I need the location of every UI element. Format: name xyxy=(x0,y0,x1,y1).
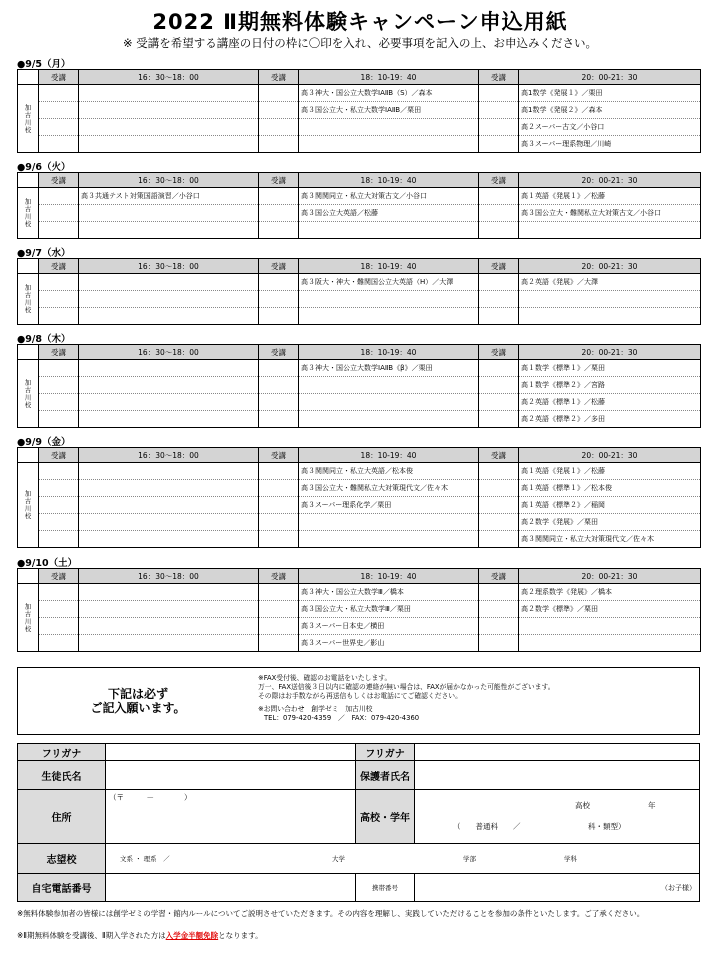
attend-checkbox-cell[interactable] xyxy=(259,635,299,652)
schedule-row xyxy=(18,635,701,652)
schedule-row xyxy=(18,291,701,308)
course-cell xyxy=(79,360,259,377)
course-cell xyxy=(79,274,259,291)
notice-box xyxy=(17,667,700,735)
course-cell xyxy=(79,308,259,325)
course-cell xyxy=(79,222,259,239)
attend-checkbox-cell[interactable] xyxy=(479,308,519,325)
attend-checkbox-cell[interactable] xyxy=(39,222,79,239)
course-cell xyxy=(79,102,259,119)
home-phone-label: 自宅電話番号 xyxy=(18,874,106,902)
day-heading: ●9/9（金） xyxy=(17,437,71,448)
course-text: （ 普通科 ／ 科・類型） xyxy=(453,822,626,831)
attend-checkbox-cell[interactable] xyxy=(479,102,519,119)
attend-checkbox-cell[interactable] xyxy=(259,291,299,308)
course-cell: 高1数学《発展２》／森本 xyxy=(519,102,701,119)
schedule-row xyxy=(18,394,701,411)
notice-details xyxy=(258,674,698,723)
mobile-field[interactable] xyxy=(415,874,700,902)
course-cell xyxy=(299,119,479,136)
schedule-table xyxy=(17,172,701,239)
course-cell xyxy=(79,480,259,497)
time-slot-3-header: 20：00-21：30 xyxy=(519,70,701,85)
course-cell xyxy=(299,222,479,239)
day-heading: ●9/5（月） xyxy=(17,59,71,70)
course-cell xyxy=(299,136,479,153)
course-cell xyxy=(79,119,259,136)
attend-checkbox-cell[interactable] xyxy=(479,377,519,394)
desired-school-label: 志望校 xyxy=(18,844,106,874)
notice-tel-fax: TEL：079-420-4359 ／ FAX：079-420-4360 xyxy=(264,714,420,722)
time-slot-3-header: 20：00-21：30 xyxy=(519,173,701,188)
course-cell xyxy=(79,377,259,394)
attend-checkbox-cell[interactable] xyxy=(479,514,519,531)
course-cell xyxy=(299,308,479,325)
schedule-row xyxy=(18,85,701,102)
course-cell: 高３スーパー世界史／影山 xyxy=(299,635,479,652)
attend-checkbox-cell[interactable] xyxy=(39,601,79,618)
desired-school-field[interactable] xyxy=(106,844,700,874)
course-cell xyxy=(299,291,479,308)
schedule-row xyxy=(18,308,701,325)
attend-checkbox-cell[interactable] xyxy=(39,102,79,119)
attend-header: 受講 xyxy=(39,70,79,85)
notice-line: その際はお手数ながら再送信もしくはお電話にてご確認ください。 xyxy=(258,692,462,700)
attend-checkbox-cell[interactable] xyxy=(479,136,519,153)
time-slot-2-header: 18：10-19：40 xyxy=(299,173,479,188)
attend-checkbox-cell[interactable] xyxy=(259,136,299,153)
attend-checkbox-cell[interactable] xyxy=(479,85,519,102)
discount-highlight: 入学金半額免除 xyxy=(165,931,219,940)
address-label: 住所 xyxy=(18,790,106,844)
attend-checkbox-cell[interactable] xyxy=(39,136,79,153)
schedule-row xyxy=(18,584,701,601)
course-cell: 高１数学《標準１》／栗田 xyxy=(519,360,701,377)
course-cell: 高３スーパー理系化学／栗田 xyxy=(299,497,479,514)
attend-header: 受講 xyxy=(259,70,299,85)
attend-header: 受講 xyxy=(39,569,79,584)
course-cell: 高２数学《標準》／栗田 xyxy=(519,601,701,618)
schedule-row xyxy=(18,222,701,239)
footer-note-2c: となります。 xyxy=(218,931,263,940)
attend-checkbox-cell[interactable] xyxy=(259,119,299,136)
time-slot-2-header: 18：10-19：40 xyxy=(299,448,479,463)
school-label: 加古川校 xyxy=(18,463,39,548)
attend-checkbox-cell[interactable] xyxy=(259,274,299,291)
attend-checkbox-cell[interactable] xyxy=(39,514,79,531)
guardian-furigana-field[interactable] xyxy=(415,744,700,761)
applicant-form xyxy=(17,743,700,902)
header-blank xyxy=(18,448,39,463)
koukou-text: 高校 xyxy=(575,801,590,810)
schedule-row xyxy=(18,531,701,548)
attend-checkbox-cell[interactable] xyxy=(259,85,299,102)
attend-checkbox-cell[interactable] xyxy=(39,635,79,652)
course-cell xyxy=(299,394,479,411)
course-cell: 高２スーパー古文／小谷口 xyxy=(519,119,701,136)
schedule-row xyxy=(18,360,701,377)
course-cell: 高１英語《標準１》／松本俊 xyxy=(519,480,701,497)
attend-header: 受講 xyxy=(259,345,299,360)
time-slot-2-header: 18：10-19：40 xyxy=(299,70,479,85)
schedule-table xyxy=(17,258,701,325)
course-cell: 高１英語《発展１》／松藤 xyxy=(519,463,701,480)
attend-header: 受講 xyxy=(479,173,519,188)
student-name-field[interactable] xyxy=(106,761,356,790)
time-slot-2-header: 18：10-19：40 xyxy=(299,569,479,584)
course-cell xyxy=(299,531,479,548)
schedule-row xyxy=(18,497,701,514)
attend-checkbox-cell[interactable] xyxy=(259,360,299,377)
course-cell xyxy=(79,463,259,480)
school-grade-field[interactable] xyxy=(415,790,700,844)
postal-code-field: （〒 － ） xyxy=(109,793,192,802)
notice-line: 万一、FAX送信後３日以内に確認の連絡が無い場合は、FAXが届かなかった可能性がございます。 xyxy=(258,683,555,691)
nen-text: 年 xyxy=(648,801,656,810)
attend-checkbox-cell[interactable] xyxy=(39,531,79,548)
attend-checkbox-cell[interactable] xyxy=(479,274,519,291)
attend-checkbox-cell[interactable] xyxy=(479,394,519,411)
course-cell: 高２英語《発展》／大澤 xyxy=(519,274,701,291)
attend-checkbox-cell[interactable] xyxy=(39,618,79,635)
notice-heading-line2: ご記入願います。 xyxy=(90,701,186,715)
attend-checkbox-cell[interactable] xyxy=(259,480,299,497)
attend-checkbox-cell[interactable] xyxy=(39,411,79,428)
school-label: 加古川校 xyxy=(18,584,39,652)
schedule-row xyxy=(18,411,701,428)
course-cell: 高２理系数学《発展》／橋本 xyxy=(519,584,701,601)
course-cell: 高３国公立大・難関私立大対策古文／小谷口 xyxy=(519,205,701,222)
time-slot-1-header: 16：30～18：00 xyxy=(79,448,259,463)
header-blank xyxy=(18,259,39,274)
header-blank xyxy=(18,173,39,188)
schedule-row xyxy=(18,377,701,394)
attend-checkbox-cell[interactable] xyxy=(39,85,79,102)
day-heading: ●9/10（土） xyxy=(17,558,78,569)
notice-contact: ※お問い合わせ 創学ゼミ 加古川校 xyxy=(258,705,373,713)
attend-checkbox-cell[interactable] xyxy=(39,394,79,411)
school-label: 加古川校 xyxy=(18,85,39,153)
attend-checkbox-cell[interactable] xyxy=(479,360,519,377)
schedule-row xyxy=(18,514,701,531)
course-cell: 高３国公立大・私立大数学ⅠAⅡB／栗田 xyxy=(299,102,479,119)
course-cell: 高３関関同立・私立大対策古文／小谷口 xyxy=(299,188,479,205)
time-slot-1-header: 16：30～18：00 xyxy=(79,345,259,360)
gakka-text: 学科 xyxy=(564,855,577,863)
schedule-row xyxy=(18,480,701,497)
attend-header: 受講 xyxy=(479,569,519,584)
attend-checkbox-cell[interactable] xyxy=(479,205,519,222)
guardian-furigana-label: フリガナ xyxy=(356,744,415,761)
attend-header: 受講 xyxy=(39,259,79,274)
time-slot-1-header: 16：30～18：00 xyxy=(79,259,259,274)
attend-checkbox-cell[interactable] xyxy=(39,584,79,601)
course-cell: 高３国公立大・難関私立大対策現代文／佐々木 xyxy=(299,480,479,497)
schedule-row xyxy=(18,205,701,222)
attend-checkbox-cell[interactable] xyxy=(39,291,79,308)
course-cell: 高３国公立大・私立大数学Ⅲ／栗田 xyxy=(299,601,479,618)
notice-heading xyxy=(18,668,258,734)
footer-note-2 xyxy=(17,931,707,941)
attend-checkbox-cell[interactable] xyxy=(479,480,519,497)
course-cell xyxy=(79,497,259,514)
day-heading: ●9/6（火） xyxy=(17,162,71,173)
schedule-row xyxy=(18,136,701,153)
course-cell xyxy=(79,601,259,618)
course-cell xyxy=(519,291,701,308)
attend-checkbox-cell[interactable] xyxy=(259,411,299,428)
course-cell: 高３国公立大英語／松藤 xyxy=(299,205,479,222)
notice-heading-line1: 下記は必ず xyxy=(107,687,168,701)
course-cell: 高３関関同立・私立大英語／松本俊 xyxy=(299,463,479,480)
schedule-row xyxy=(18,274,701,291)
schedule-table xyxy=(17,568,701,652)
child-text: （お子様） xyxy=(661,883,696,892)
attend-header: 受講 xyxy=(259,448,299,463)
attend-checkbox-cell[interactable] xyxy=(479,497,519,514)
attend-checkbox-cell[interactable] xyxy=(479,463,519,480)
course-cell: 高１英語《標準２》／稲岡 xyxy=(519,497,701,514)
guardian-name-label: 保護者氏名 xyxy=(356,761,415,790)
time-slot-2-header: 18：10-19：40 xyxy=(299,259,479,274)
attend-checkbox-cell[interactable] xyxy=(479,291,519,308)
header-blank xyxy=(18,569,39,584)
address-field[interactable] xyxy=(106,790,356,844)
course-cell xyxy=(299,514,479,531)
attend-checkbox-cell[interactable] xyxy=(479,618,519,635)
schedule-row xyxy=(18,618,701,635)
attend-header: 受講 xyxy=(479,259,519,274)
attend-checkbox-cell[interactable] xyxy=(39,497,79,514)
footer-note-1: ※無料体験参加者の皆様には創学ゼミの学習・館内ルールについてご説明させていただきます。その内容を理解し、実践していただけることを参加の条件といたします。ご了承ください。 xyxy=(17,909,645,918)
course-cell xyxy=(79,584,259,601)
time-slot-1-header: 16：30～18：00 xyxy=(79,569,259,584)
attend-header: 受講 xyxy=(259,569,299,584)
attend-checkbox-cell[interactable] xyxy=(479,531,519,548)
attend-checkbox-cell[interactable] xyxy=(479,635,519,652)
attend-checkbox-cell[interactable] xyxy=(259,531,299,548)
course-cell: 高２数学《発展》／栗田 xyxy=(519,514,701,531)
attend-checkbox-cell[interactable] xyxy=(259,308,299,325)
course-cell: 高３スーパー日本史／横田 xyxy=(299,618,479,635)
day-heading: ●9/7（水） xyxy=(17,248,71,259)
attend-checkbox-cell[interactable] xyxy=(39,119,79,136)
course-cell xyxy=(79,136,259,153)
attend-checkbox-cell[interactable] xyxy=(39,205,79,222)
attend-header: 受講 xyxy=(39,173,79,188)
attend-checkbox-cell[interactable] xyxy=(39,377,79,394)
day-heading: ●9/8（木） xyxy=(17,334,71,345)
course-cell xyxy=(79,618,259,635)
course-cell xyxy=(299,377,479,394)
attend-checkbox-cell[interactable] xyxy=(39,463,79,480)
time-slot-3-header: 20：00-21：30 xyxy=(519,448,701,463)
header-blank xyxy=(18,70,39,85)
time-slot-2-header: 18：10-19：40 xyxy=(299,345,479,360)
course-cell: 高３神大・国公立大数学ⅠAⅡB《β》／栗田 xyxy=(299,360,479,377)
page-title: 2022 Ⅱ期無料体験キャンペーン申込用紙 xyxy=(152,10,568,34)
attend-checkbox-cell[interactable] xyxy=(259,497,299,514)
attend-header: 受講 xyxy=(479,70,519,85)
furigana-label: フリガナ xyxy=(18,744,106,761)
course-cell: 高２英語《標準１》／松藤 xyxy=(519,394,701,411)
attend-checkbox-cell[interactable] xyxy=(39,188,79,205)
attend-checkbox-cell[interactable] xyxy=(479,222,519,239)
time-slot-3-header: 20：00-21：30 xyxy=(519,569,701,584)
school-label: 加古川校 xyxy=(18,274,39,325)
course-cell xyxy=(79,85,259,102)
attend-header: 受講 xyxy=(479,345,519,360)
attend-checkbox-cell[interactable] xyxy=(259,188,299,205)
schedule-row xyxy=(18,601,701,618)
gakubu-text: 学部 xyxy=(463,855,476,863)
time-slot-1-header: 16：30～18：00 xyxy=(79,173,259,188)
attend-checkbox-cell[interactable] xyxy=(259,618,299,635)
attend-checkbox-cell[interactable] xyxy=(259,514,299,531)
attend-checkbox-cell[interactable] xyxy=(259,394,299,411)
attend-checkbox-cell[interactable] xyxy=(479,188,519,205)
time-slot-3-header: 20：00-21：30 xyxy=(519,259,701,274)
attend-checkbox-cell[interactable] xyxy=(479,601,519,618)
schedule-row xyxy=(18,119,701,136)
bunri-text: 文系 ・ 理系 ／ xyxy=(120,855,170,863)
attend-checkbox-cell[interactable] xyxy=(259,102,299,119)
school-label: 加古川校 xyxy=(18,360,39,428)
attend-checkbox-cell[interactable] xyxy=(259,377,299,394)
schedule-table xyxy=(17,344,701,428)
attend-checkbox-cell[interactable] xyxy=(39,480,79,497)
course-cell xyxy=(519,635,701,652)
student-name-label: 生徒氏名 xyxy=(18,761,106,790)
schedule-table xyxy=(17,69,701,153)
course-cell: 高３関関同立・私立大対策現代文／佐々木 xyxy=(519,531,701,548)
course-cell xyxy=(79,411,259,428)
schedule-table xyxy=(17,447,701,548)
time-slot-3-header: 20：00-21：30 xyxy=(519,345,701,360)
schedule-row xyxy=(18,102,701,119)
instruction-text: ※ 受講を希望する講座の日付の枠に〇印を入れ、必要事項を記入の上、お申込みください。 xyxy=(123,36,597,50)
attend-checkbox-cell[interactable] xyxy=(39,274,79,291)
course-cell xyxy=(519,222,701,239)
course-cell xyxy=(519,308,701,325)
course-cell xyxy=(79,291,259,308)
home-phone-field[interactable] xyxy=(106,874,356,902)
course-cell xyxy=(79,531,259,548)
course-cell xyxy=(79,514,259,531)
header-blank xyxy=(18,345,39,360)
course-cell xyxy=(79,205,259,222)
attend-checkbox-cell[interactable] xyxy=(259,205,299,222)
schedule-row xyxy=(18,463,701,480)
course-cell: 高３阪大・神大・難関国公立大英語（H）／大澤 xyxy=(299,274,479,291)
notice-line: ※FAX受付後、確認のお電話をいたします。 xyxy=(258,674,392,682)
attend-header: 受講 xyxy=(39,345,79,360)
footer-note-2a: ※Ⅱ期無料体験を受講後、Ⅱ期入学された方は xyxy=(17,931,166,940)
school-grade-label: 高校・学年 xyxy=(356,790,415,844)
course-cell: 高２英語《標準２》／多田 xyxy=(519,411,701,428)
course-cell: 高1数学《発展１》／栗田 xyxy=(519,85,701,102)
attend-checkbox-cell[interactable] xyxy=(39,308,79,325)
course-cell: 高３共通テスト対策国語演習／小谷口 xyxy=(79,188,259,205)
time-slot-1-header: 16：30～18：00 xyxy=(79,70,259,85)
course-cell xyxy=(79,394,259,411)
student-furigana-field[interactable] xyxy=(106,744,356,761)
course-cell: 高３神大・国公立大数学ⅠAⅡB（S）／森本 xyxy=(299,85,479,102)
course-cell: 高１数学《標準２》／宮路 xyxy=(519,377,701,394)
course-cell xyxy=(79,635,259,652)
daigaku-text: 大学 xyxy=(332,855,345,863)
course-cell xyxy=(519,618,701,635)
attend-header: 受講 xyxy=(39,448,79,463)
attend-header: 受講 xyxy=(259,259,299,274)
course-cell xyxy=(299,411,479,428)
course-cell: 高３スーパー理系物理／川崎 xyxy=(519,136,701,153)
schedule-row xyxy=(18,188,701,205)
school-label: 加古川校 xyxy=(18,188,39,239)
attend-checkbox-cell[interactable] xyxy=(479,119,519,136)
attend-checkbox-cell[interactable] xyxy=(259,222,299,239)
attend-checkbox-cell[interactable] xyxy=(259,463,299,480)
attend-checkbox-cell[interactable] xyxy=(259,584,299,601)
attend-checkbox-cell[interactable] xyxy=(479,584,519,601)
guardian-name-field[interactable] xyxy=(415,761,700,790)
mobile-label: 携帯番号 xyxy=(356,874,415,902)
attend-checkbox-cell[interactable] xyxy=(479,411,519,428)
attend-header: 受講 xyxy=(479,448,519,463)
course-cell: 高１英語《発展１》／松藤 xyxy=(519,188,701,205)
attend-checkbox-cell[interactable] xyxy=(39,360,79,377)
course-cell: 高３神大・国公立大数学Ⅲ／橋本 xyxy=(299,584,479,601)
attend-checkbox-cell[interactable] xyxy=(259,601,299,618)
attend-header: 受講 xyxy=(259,173,299,188)
